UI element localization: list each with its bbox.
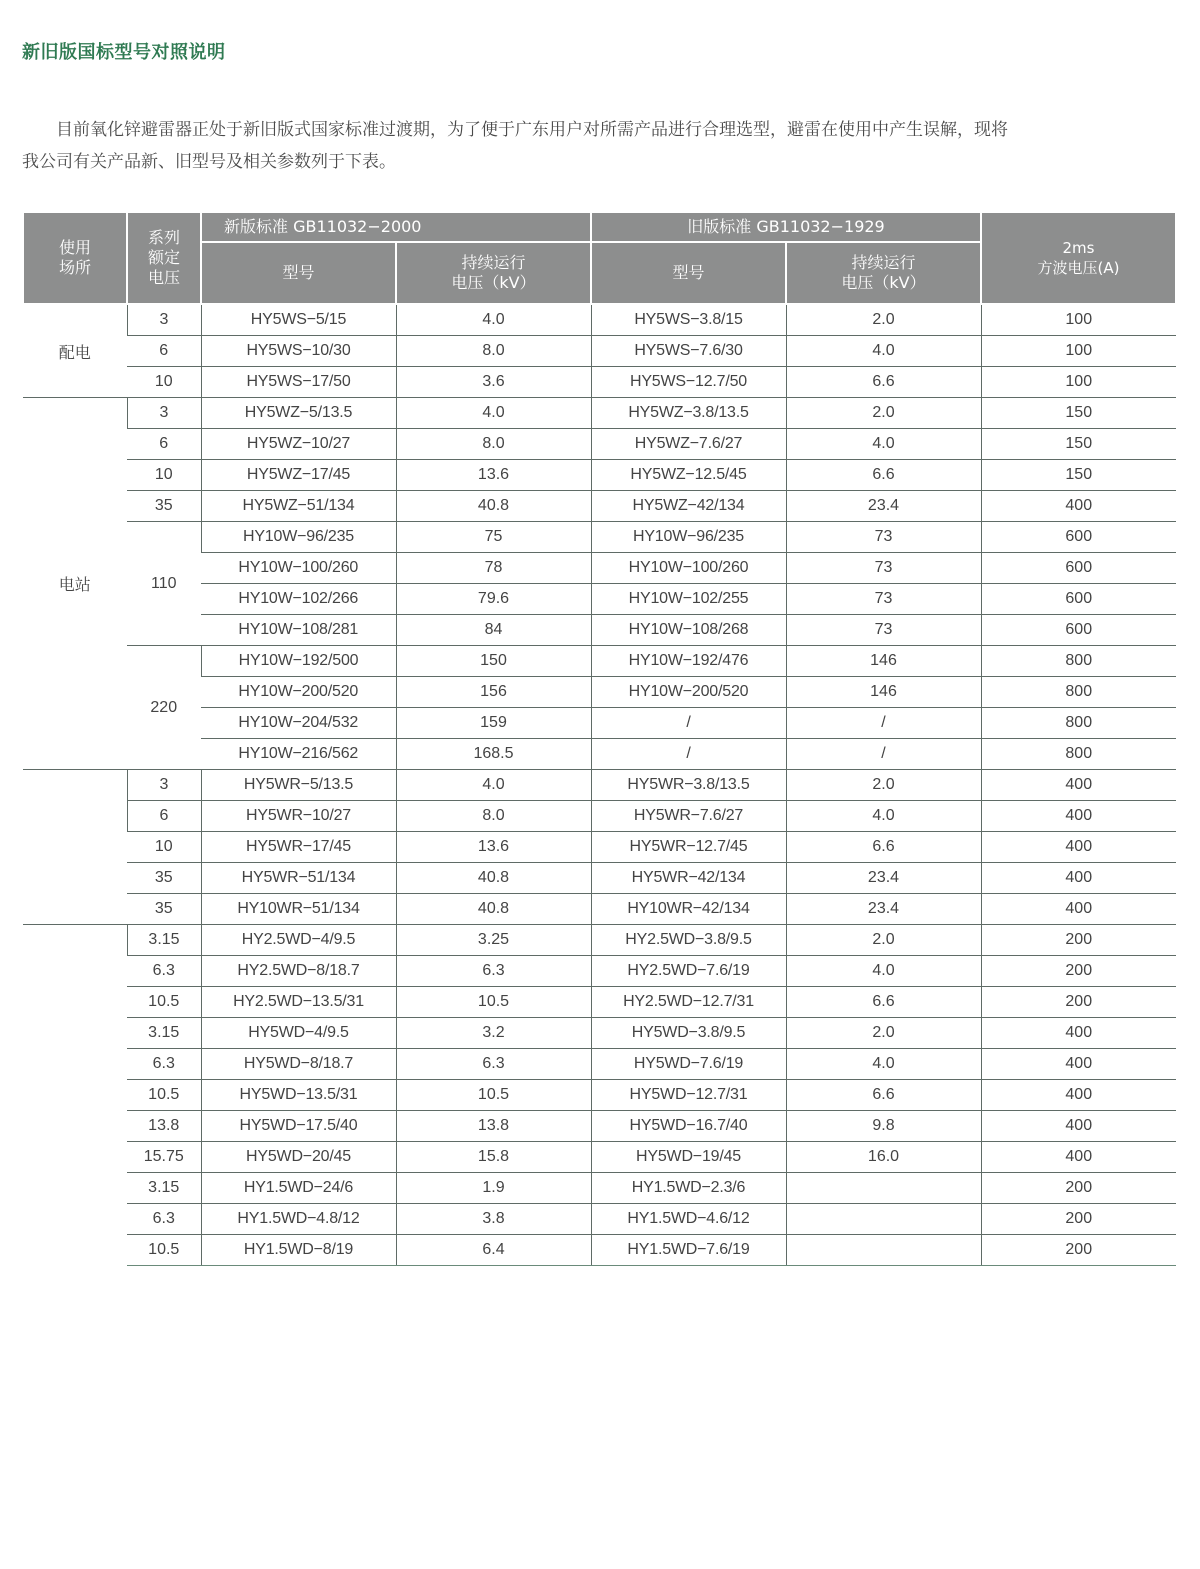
old-cont-voltage-cell: 9.8: [786, 1111, 981, 1142]
new-cont-voltage-cell: 75: [396, 522, 591, 553]
new-cont-voltage-cell: 4.0: [396, 304, 591, 336]
rated-voltage-cell: 10: [127, 460, 201, 491]
table-row: [23, 863, 1176, 894]
old-model-cell: HY10WR−42/134: [591, 894, 786, 925]
square-wave-cell: 600: [981, 553, 1176, 584]
square-wave-cell: 200: [981, 1235, 1176, 1266]
table-row: [23, 1173, 1176, 1204]
old-model-cell: HY1.5WD−4.6/12: [591, 1204, 786, 1235]
rated-voltage-cell: 6: [127, 336, 201, 367]
site-cell: [23, 801, 127, 925]
new-cont-voltage-cell: 13.6: [396, 832, 591, 863]
old-cont-voltage-cell: 6.6: [786, 1080, 981, 1111]
table-row: [23, 367, 1176, 398]
page-title: 新旧版国标型号对照说明: [22, 42, 226, 63]
old-cont-voltage-cell: [786, 1235, 981, 1266]
rated-voltage-cell: 6.3: [127, 956, 201, 987]
old-model-cell: HY5WZ−12.5/45: [591, 460, 786, 491]
table-body: [23, 304, 1176, 1266]
new-cont-voltage-cell: 8.0: [396, 801, 591, 832]
old-model-cell: HY10W−108/268: [591, 615, 786, 646]
rated-voltage-cell: 3.15: [127, 1173, 201, 1204]
model-comparison-table: [22, 211, 1177, 1266]
table-row: [23, 304, 1176, 336]
table-row: [23, 832, 1176, 863]
new-cont-voltage-cell: 79.6: [396, 584, 591, 615]
old-cont-voltage-cell: 4.0: [786, 429, 981, 460]
old-cont-voltage-cell: /: [786, 739, 981, 770]
square-wave-cell: 200: [981, 1173, 1176, 1204]
old-model-cell: HY2.5WD−12.7/31: [591, 987, 786, 1018]
table-row: [23, 770, 1176, 801]
new-cont-voltage-cell: 1.9: [396, 1173, 591, 1204]
new-cont-voltage-cell: 8.0: [396, 336, 591, 367]
intro-paragraph: [22, 114, 1172, 178]
new-cont-voltage-cell: 156: [396, 677, 591, 708]
new-model-cell: HY10W−216/562: [201, 739, 396, 770]
square-wave-cell: 150: [981, 398, 1176, 429]
header-new-model: 型号: [201, 242, 396, 304]
old-model-cell: HY5WS−3.8/15: [591, 304, 786, 336]
table-row: [23, 956, 1176, 987]
new-model-cell: HY5WD−8/18.7: [201, 1049, 396, 1080]
old-model-cell: HY10W−102/255: [591, 584, 786, 615]
rated-voltage-cell: 15.75: [127, 1142, 201, 1173]
new-cont-voltage-cell: 15.8: [396, 1142, 591, 1173]
square-wave-cell: 200: [981, 956, 1176, 987]
intro-line-2: 我公司有关产品新、旧型号及相关参数列于下表。: [22, 152, 396, 172]
rated-voltage-cell: 6: [127, 429, 201, 460]
new-model-cell: HY5WR−51/134: [201, 863, 396, 894]
square-wave-cell: 100: [981, 304, 1176, 336]
new-model-cell: HY5WD−13.5/31: [201, 1080, 396, 1111]
new-model-cell: HY5WS−10/30: [201, 336, 396, 367]
table-header: [23, 212, 1176, 304]
new-model-cell: HY5WR−10/27: [201, 801, 396, 832]
new-cont-voltage-cell: 3.6: [396, 367, 591, 398]
old-cont-voltage-cell: 4.0: [786, 801, 981, 832]
old-cont-voltage-cell: 4.0: [786, 956, 981, 987]
rated-voltage-cell: 3.15: [127, 1018, 201, 1049]
new-model-cell: HY5WS−5/15: [201, 304, 396, 336]
old-cont-voltage-cell: 6.6: [786, 987, 981, 1018]
new-model-cell: HY10W−108/281: [201, 615, 396, 646]
new-model-cell: HY5WZ−17/45: [201, 460, 396, 491]
site-cell: [23, 925, 127, 1266]
rated-voltage-cell: 3: [127, 398, 201, 429]
old-model-cell: HY5WD−7.6/19: [591, 1049, 786, 1080]
table-row: [23, 1235, 1176, 1266]
old-model-cell: HY10W−96/235: [591, 522, 786, 553]
old-cont-voltage-cell: 2.0: [786, 925, 981, 956]
new-model-cell: HY2.5WD−13.5/31: [201, 987, 396, 1018]
square-wave-cell: 150: [981, 429, 1176, 460]
new-model-cell: HY5WD−4/9.5: [201, 1018, 396, 1049]
rated-voltage-cell: 6.3: [127, 1204, 201, 1235]
rated-voltage-cell: 220: [127, 646, 201, 770]
new-model-cell: HY5WR−17/45: [201, 832, 396, 863]
old-cont-voltage-cell: 16.0: [786, 1142, 981, 1173]
square-wave-cell: 600: [981, 615, 1176, 646]
header-new-cont-voltage: 持续运行 电压（kV）: [396, 242, 591, 304]
square-wave-cell: 100: [981, 336, 1176, 367]
old-cont-voltage-cell: 6.6: [786, 367, 981, 398]
rated-voltage-cell: 10.5: [127, 1235, 201, 1266]
square-wave-cell: 400: [981, 1049, 1176, 1080]
old-model-cell: HY5WZ−3.8/13.5: [591, 398, 786, 429]
table-row: [23, 987, 1176, 1018]
table-row: [23, 460, 1176, 491]
new-cont-voltage-cell: 159: [396, 708, 591, 739]
new-cont-voltage-cell: 3.8: [396, 1204, 591, 1235]
old-cont-voltage-cell: 23.4: [786, 894, 981, 925]
table-row: [23, 398, 1176, 429]
old-model-cell: HY5WZ−7.6/27: [591, 429, 786, 460]
rated-voltage-cell: 10.5: [127, 1080, 201, 1111]
old-model-cell: /: [591, 739, 786, 770]
table-row: [23, 801, 1176, 832]
square-wave-cell: 200: [981, 1204, 1176, 1235]
old-model-cell: HY10W−200/520: [591, 677, 786, 708]
old-cont-voltage-cell: [786, 1204, 981, 1235]
square-wave-cell: 800: [981, 646, 1176, 677]
old-model-cell: HY5WD−12.7/31: [591, 1080, 786, 1111]
rated-voltage-cell: 10.5: [127, 987, 201, 1018]
rated-voltage-cell: 13.8: [127, 1111, 201, 1142]
rated-voltage-cell: 6: [127, 801, 201, 832]
old-cont-voltage-cell: 23.4: [786, 491, 981, 522]
new-model-cell: HY10W−204/532: [201, 708, 396, 739]
table-row: [23, 894, 1176, 925]
old-model-cell: /: [591, 708, 786, 739]
new-cont-voltage-cell: 6.3: [396, 956, 591, 987]
square-wave-cell: 600: [981, 584, 1176, 615]
new-cont-voltage-cell: 10.5: [396, 987, 591, 1018]
old-model-cell: HY10W−100/260: [591, 553, 786, 584]
table-row: [23, 336, 1176, 367]
square-wave-cell: 400: [981, 491, 1176, 522]
table-row: [23, 491, 1176, 522]
square-wave-cell: 400: [981, 894, 1176, 925]
rated-voltage-cell: 10: [127, 832, 201, 863]
site-cell: 电站: [23, 398, 127, 770]
new-model-cell: HY10W−192/500: [201, 646, 396, 677]
old-cont-voltage-cell: 73: [786, 615, 981, 646]
table-row: [23, 1204, 1176, 1235]
new-cont-voltage-cell: 40.8: [396, 491, 591, 522]
site-cell: 配电: [23, 304, 127, 398]
old-cont-voltage-cell: 2.0: [786, 770, 981, 801]
table-row: [23, 522, 1176, 553]
new-model-cell: HY10W−102/266: [201, 584, 396, 615]
square-wave-cell: 400: [981, 1111, 1176, 1142]
new-cont-voltage-cell: 4.0: [396, 398, 591, 429]
rated-voltage-cell: 10: [127, 367, 201, 398]
rated-voltage-cell: 3: [127, 304, 201, 336]
old-model-cell: HY2.5WD−3.8/9.5: [591, 925, 786, 956]
old-model-cell: HY1.5WD−7.6/19: [591, 1235, 786, 1266]
table-row: [23, 1111, 1176, 1142]
table-row: [23, 1142, 1176, 1173]
new-model-cell: HY5WZ−51/134: [201, 491, 396, 522]
square-wave-cell: 400: [981, 1080, 1176, 1111]
new-cont-voltage-cell: 6.3: [396, 1049, 591, 1080]
old-model-cell: HY5WD−16.7/40: [591, 1111, 786, 1142]
old-model-cell: HY5WS−12.7/50: [591, 367, 786, 398]
old-model-cell: HY10W−192/476: [591, 646, 786, 677]
header-old-cont-voltage: 持续运行 电压（kV）: [786, 242, 981, 304]
rated-voltage-cell: 6.3: [127, 1049, 201, 1080]
intro-line-1: 目前氧化锌避雷器正处于新旧版式国家标准过渡期，为了便于广东用户对所需产品进行合理选型，避雷在使用中产生误解，现将: [56, 120, 1008, 140]
old-cont-voltage-cell: 146: [786, 646, 981, 677]
table-row: [23, 1080, 1176, 1111]
old-model-cell: HY2.5WD−7.6/19: [591, 956, 786, 987]
new-cont-voltage-cell: 3.2: [396, 1018, 591, 1049]
square-wave-cell: 400: [981, 801, 1176, 832]
old-cont-voltage-cell: 6.6: [786, 460, 981, 491]
new-cont-voltage-cell: 40.8: [396, 894, 591, 925]
old-cont-voltage-cell: 4.0: [786, 336, 981, 367]
new-cont-voltage-cell: 8.0: [396, 429, 591, 460]
rated-voltage-cell: 3.15: [127, 925, 201, 956]
old-model-cell: HY5WS−7.6/30: [591, 336, 786, 367]
new-model-cell: HY5WZ−10/27: [201, 429, 396, 460]
square-wave-cell: 200: [981, 987, 1176, 1018]
rated-voltage-cell: 110: [127, 522, 201, 646]
header-site: 使用 场所: [23, 212, 127, 304]
old-cont-voltage-cell: 23.4: [786, 863, 981, 894]
old-model-cell: HY1.5WD−2.3/6: [591, 1173, 786, 1204]
new-cont-voltage-cell: 168.5: [396, 739, 591, 770]
old-cont-voltage-cell: 2.0: [786, 398, 981, 429]
old-cont-voltage-cell: 146: [786, 677, 981, 708]
new-cont-voltage-cell: 13.6: [396, 460, 591, 491]
new-cont-voltage-cell: 78: [396, 553, 591, 584]
old-model-cell: HY5WR−7.6/27: [591, 801, 786, 832]
old-model-cell: HY5WD−19/45: [591, 1142, 786, 1173]
new-model-cell: HY1.5WD−8/19: [201, 1235, 396, 1266]
square-wave-cell: 150: [981, 460, 1176, 491]
rated-voltage-cell: 35: [127, 894, 201, 925]
new-model-cell: HY1.5WD−24/6: [201, 1173, 396, 1204]
new-model-cell: HY2.5WD−4/9.5: [201, 925, 396, 956]
square-wave-cell: 800: [981, 708, 1176, 739]
old-model-cell: HY5WD−3.8/9.5: [591, 1018, 786, 1049]
square-wave-cell: 800: [981, 739, 1176, 770]
square-wave-cell: 200: [981, 925, 1176, 956]
new-cont-voltage-cell: 13.8: [396, 1111, 591, 1142]
old-cont-voltage-cell: /: [786, 708, 981, 739]
table-row: [23, 1018, 1176, 1049]
old-cont-voltage-cell: 2.0: [786, 304, 981, 336]
new-cont-voltage-cell: 40.8: [396, 863, 591, 894]
new-cont-voltage-cell: 84: [396, 615, 591, 646]
square-wave-cell: 100: [981, 367, 1176, 398]
square-wave-cell: 400: [981, 1018, 1176, 1049]
rated-voltage-cell: 35: [127, 491, 201, 522]
square-wave-cell: 400: [981, 832, 1176, 863]
header-old-model: 型号: [591, 242, 786, 304]
new-model-cell: HY5WR−5/13.5: [201, 770, 396, 801]
new-model-cell: HY10WR−51/134: [201, 894, 396, 925]
header-square-wave: 2ms 方波电压(A): [981, 212, 1176, 304]
new-cont-voltage-cell: 10.5: [396, 1080, 591, 1111]
old-model-cell: HY5WR−42/134: [591, 863, 786, 894]
new-model-cell: HY5WD−20/45: [201, 1142, 396, 1173]
square-wave-cell: 400: [981, 1142, 1176, 1173]
square-wave-cell: 600: [981, 522, 1176, 553]
new-model-cell: HY1.5WD−4.8/12: [201, 1204, 396, 1235]
old-cont-voltage-cell: 4.0: [786, 1049, 981, 1080]
rated-voltage-cell: 35: [127, 863, 201, 894]
old-cont-voltage-cell: [786, 1173, 981, 1204]
new-model-cell: HY10W−96/235: [201, 522, 396, 553]
header-rated-voltage: 系列 额定 电压: [127, 212, 201, 304]
old-cont-voltage-cell: 73: [786, 584, 981, 615]
square-wave-cell: 400: [981, 863, 1176, 894]
old-model-cell: HY5WR−3.8/13.5: [591, 770, 786, 801]
old-cont-voltage-cell: 2.0: [786, 1018, 981, 1049]
old-model-cell: HY5WR−12.7/45: [591, 832, 786, 863]
site-cell: [23, 770, 127, 801]
old-model-cell: HY5WZ−42/134: [591, 491, 786, 522]
square-wave-cell: 400: [981, 770, 1176, 801]
table-row: [23, 429, 1176, 460]
new-cont-voltage-cell: 150: [396, 646, 591, 677]
header-old-standard: 旧版标准 GB11032−1929: [591, 212, 981, 242]
old-cont-voltage-cell: 6.6: [786, 832, 981, 863]
table-row: [23, 646, 1176, 677]
square-wave-cell: 800: [981, 677, 1176, 708]
new-cont-voltage-cell: 3.25: [396, 925, 591, 956]
new-model-cell: HY10W−100/260: [201, 553, 396, 584]
header-new-standard: 新版标准 GB11032−2000: [201, 212, 591, 242]
new-model-cell: HY2.5WD−8/18.7: [201, 956, 396, 987]
new-model-cell: HY10W−200/520: [201, 677, 396, 708]
table-row: [23, 925, 1176, 956]
old-cont-voltage-cell: 73: [786, 522, 981, 553]
new-cont-voltage-cell: 4.0: [396, 770, 591, 801]
rated-voltage-cell: 3: [127, 770, 201, 801]
new-model-cell: HY5WD−17.5/40: [201, 1111, 396, 1142]
table-row: [23, 1049, 1176, 1080]
new-cont-voltage-cell: 6.4: [396, 1235, 591, 1266]
old-cont-voltage-cell: 73: [786, 553, 981, 584]
new-model-cell: HY5WS−17/50: [201, 367, 396, 398]
new-model-cell: HY5WZ−5/13.5: [201, 398, 396, 429]
